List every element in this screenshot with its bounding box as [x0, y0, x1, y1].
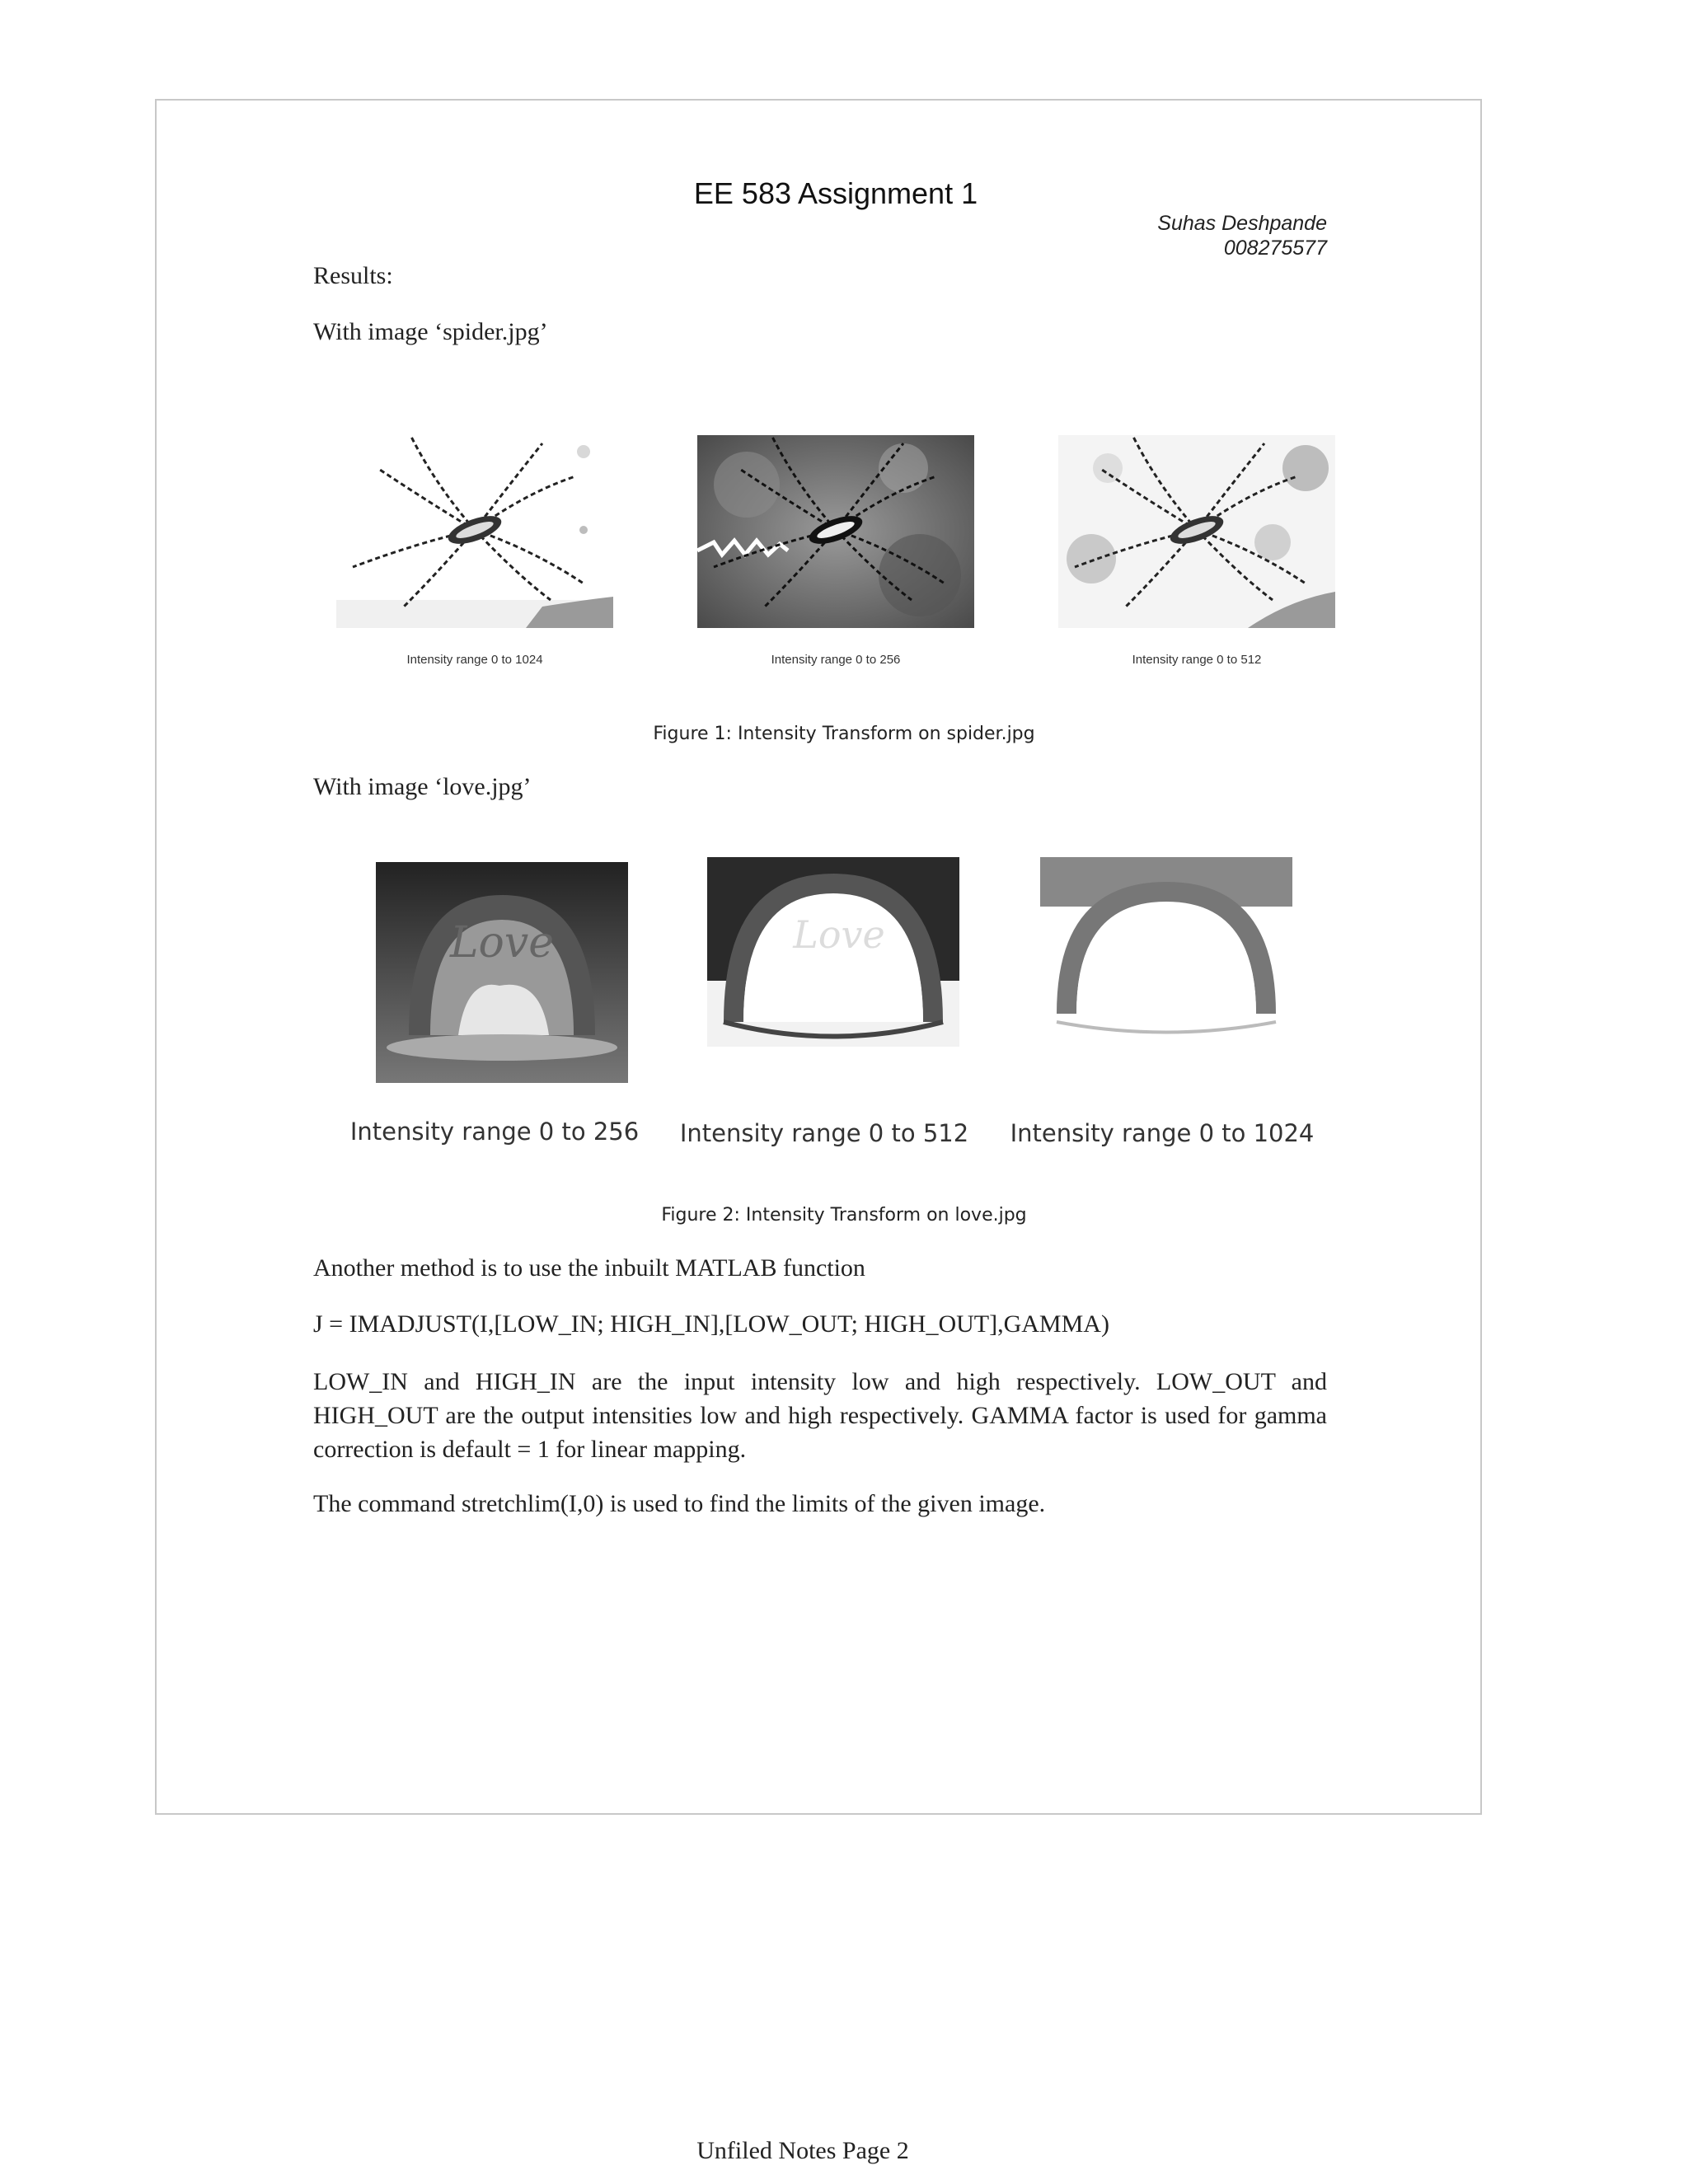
- spider-image-1024: [336, 435, 613, 628]
- method-line: Another method is to use the inbuilt MATLAB function: [313, 1254, 865, 1282]
- stretchlim-line: The command stretchlim(I,0) is used to find the limits of the given image.: [313, 1490, 1046, 1517]
- author-id: 008275577: [1223, 237, 1327, 260]
- love-word: Love: [450, 918, 554, 968]
- figure2-caption: Figure 2: Intensity Transform on love.jpg: [661, 1205, 1027, 1226]
- spider-caption-3: Intensity range 0 to 512: [1132, 653, 1262, 667]
- figure1-caption: Figure 1: Intensity Transform on spider.jpg: [653, 724, 1035, 744]
- spider-caption-1: Intensity range 0 to 1024: [406, 653, 543, 667]
- spider-image-512: [1058, 435, 1335, 628]
- author-name: Suhas Deshpande: [1157, 212, 1327, 235]
- spider-caption-2: Intensity range 0 to 256: [771, 653, 901, 667]
- footer-page-label: Unfiled Notes Page 2: [696, 2137, 909, 2164]
- spider-intro: With image ‘spider.jpg’: [313, 318, 548, 345]
- love-caption-1: Intensity range 0 to 256: [349, 1118, 640, 1146]
- author-block: [1157, 211, 1327, 260]
- love-caption-3: Intensity range 0 to 1024: [1010, 1119, 1315, 1147]
- document-title: EE 583 Assignment 1: [693, 176, 978, 210]
- love-intro: With image ‘love.jpg’: [313, 773, 532, 800]
- love-word-faded: Love: [793, 912, 885, 957]
- love-caption-2: Intensity range 0 to 512: [679, 1119, 969, 1147]
- love-image-1024: [1040, 857, 1292, 1047]
- explanation-paragraph: LOW_IN and HIGH_IN are the input intensity low and high respectively. LOW_OUT and HIGH_OUT are the output intensities low and high respectively. GAMMA factor is used for gamma correction is default = 1 for linear mapping.: [313, 1368, 1327, 1463]
- results-heading: Results:: [313, 262, 393, 289]
- love-image-256: [376, 862, 628, 1083]
- love-image-512: [707, 857, 959, 1047]
- spider-image-256: [697, 435, 974, 628]
- formula-line: J = IMADJUST(I,[LOW_IN; HIGH_IN],[LOW_OUT; HIGH_OUT],GAMMA): [313, 1310, 1109, 1338]
